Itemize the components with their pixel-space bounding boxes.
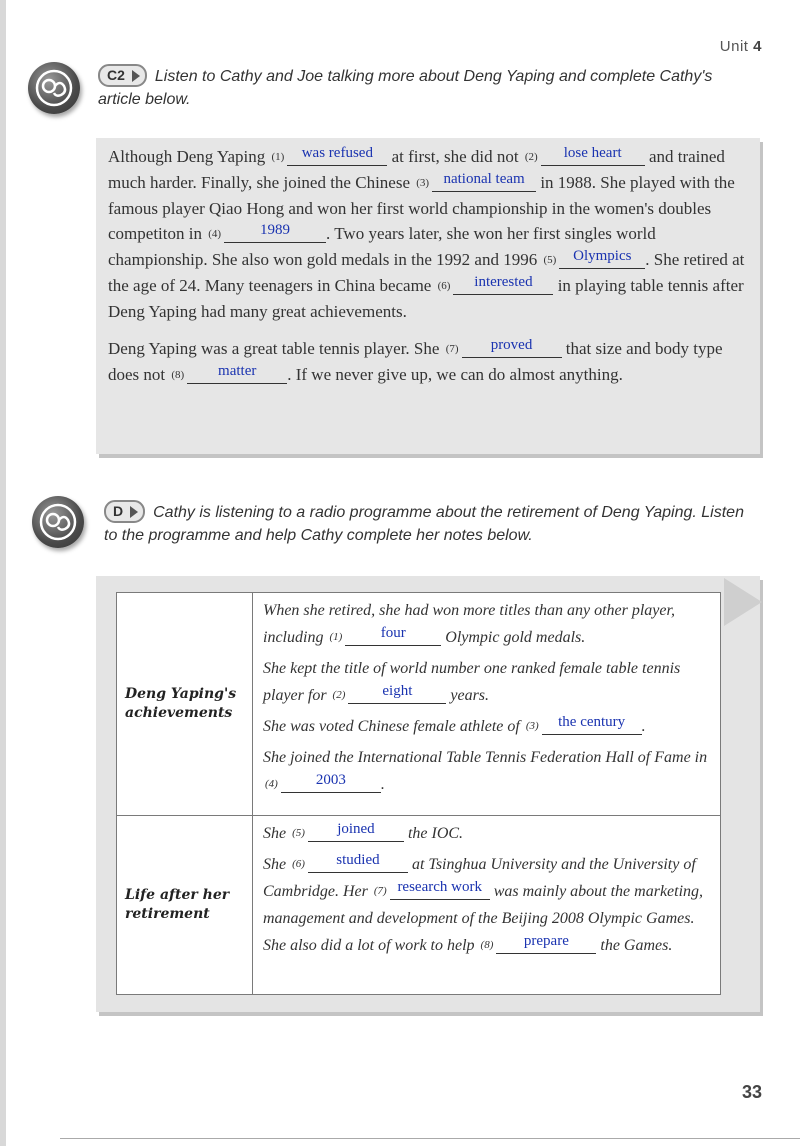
text: at Tsinghua University and the University of Cambridge. Her [263,856,696,900]
text: When she retired, she had won more titles than any other player, including [263,602,675,646]
text: . [380,776,385,793]
blank-number: (3) [416,177,430,189]
page-edge [0,0,6,1146]
blank-number: (1) [271,151,285,163]
blank-number: (3) [525,720,539,732]
answer-text: four [380,625,406,641]
d-badge-label: D [113,503,124,519]
audio-cd-icon[interactable] [28,62,80,114]
text: the Games. [600,937,673,954]
article-paragraph-1 [108,144,748,324]
text: and trained much harder. Finally, she joined the Chinese [108,147,725,192]
notes-blank-2[interactable] [348,683,446,704]
notes-blank-4[interactable] [281,772,381,793]
notes-blank-8[interactable] [496,933,596,954]
answer-text: proved [490,337,533,353]
c2-instruction [98,64,758,111]
c2-play-badge[interactable] [98,64,147,87]
row-heading-text: Life after her retirement [125,887,230,922]
note-item [263,744,710,798]
article-box [96,138,760,454]
row-heading [117,816,253,995]
answer-text: Olympics [573,248,632,264]
answer-text: eight [382,683,413,699]
answer-text: 1989 [260,222,291,238]
text: was mainly about the marketing, management and development of the Beijing 2008 Olympic Games. She also did a lot of work to help [263,883,704,954]
text: . If we never give up, we can do almost anything. [287,365,623,384]
answer-blank-8[interactable] [187,363,287,384]
notes-cell [253,593,721,816]
answer-text: 2003 [315,772,346,788]
blank-number: (7) [445,343,459,355]
note-item [263,820,710,847]
answer-blank-4[interactable] [224,222,326,243]
article-text [108,144,748,388]
notes-blank-3[interactable] [542,714,642,735]
d-play-badge[interactable] [104,500,145,523]
answer-text: studied [336,852,380,868]
text: the IOC. [407,825,464,842]
text: She was voted Chinese female athlete of [263,718,520,735]
text: in 1988. She played with the famous player Qiao Hong and won her first world championship in the women's doubles competiton in [108,173,735,243]
text: She kept the title of world number one ranked female table tennis player for [263,660,681,704]
blank-number: (4) [208,228,222,240]
unit-prefix: Unit [719,38,749,55]
c2-badge-label: C2 [107,67,125,83]
answer-text: was refused [301,145,373,161]
notes-blank-6[interactable] [308,852,408,873]
text: Deng Yaping was a great table tennis player. She [108,339,440,358]
blank-number: (8) [171,369,185,381]
text: years. [450,687,490,704]
answer-text: the century [558,714,626,730]
blank-number: (1) [329,631,343,643]
note-item [263,655,710,709]
text: She [263,856,287,873]
text: She joined the International Table Tennis Federation Hall of Fame in [263,749,708,766]
d-instruction-text: Cathy is listening to a radio programme about the retirement of Deng Yaping. Listen to the programme and help Cathy complete her notes below. [104,504,744,544]
answer-blank-6[interactable] [453,274,553,295]
answer-text: joined [337,821,375,837]
answer-blank-1[interactable] [287,145,387,166]
answer-text: prepare [523,933,569,949]
blank-number: (2) [524,151,538,163]
table-row [117,816,721,995]
answer-blank-3[interactable] [432,171,536,192]
text: that size and body type does not [108,339,723,384]
article-paragraph-2 [108,336,748,388]
play-icon [132,70,140,82]
row-heading [117,593,253,816]
text: in playing table tennis after Deng Yaping had many great achievements. [108,276,744,321]
blank-number: (2) [332,689,346,701]
answer-blank-7[interactable] [462,337,562,358]
text: She [263,825,287,842]
blank-number: (5) [292,827,305,839]
blank-number: (8) [480,939,494,951]
answer-blank-2[interactable] [541,145,645,166]
unit-number: 4 [753,38,762,55]
blank-number: (7) [373,885,387,897]
text: at first, she did not [391,147,519,166]
answer-text: lose heart [563,145,622,161]
answer-text: research work [397,879,482,895]
notes-blank-7[interactable] [390,879,490,900]
text: . Two years later, she won her first singles world championship. She also won gold medals in the 1992 and 1996 [108,224,656,269]
text: Although Deng Yaping [108,147,266,166]
bottom-divider [60,1138,800,1139]
table-row [117,593,721,816]
row-heading-text: Deng Yaping's achievements [125,686,237,721]
audio-cd-icon[interactable] [32,496,84,548]
answer-text: national team [443,171,525,187]
play-icon [130,506,138,518]
answer-blank-5[interactable] [559,248,645,269]
note-item [263,597,710,651]
notes-blank-1[interactable] [345,625,441,646]
notes-table [116,592,721,995]
unit-label [720,38,762,55]
d-instruction [104,500,754,547]
note-item [263,713,710,740]
text: . She retired at the age of 24. Many teenagers in China became [108,250,745,295]
note-item [263,851,710,959]
answer-text: interested [474,274,533,290]
c2-instruction-text: Listen to Cathy and Joe talking more about Deng Yaping and complete Cathy's article below. [98,68,713,108]
text: . [641,718,646,735]
page-number: 33 [741,1082,762,1102]
notes-cell [253,816,721,995]
blank-number: (6) [292,858,305,870]
notes-blank-5[interactable] [308,821,404,842]
text: Olympic gold medals. [445,629,586,646]
blank-number: (5) [543,254,557,266]
answer-text: matter [218,363,257,379]
notes-arrow-tab [724,578,762,626]
blank-number: (4) [265,778,278,790]
blank-number: (6) [437,280,451,292]
